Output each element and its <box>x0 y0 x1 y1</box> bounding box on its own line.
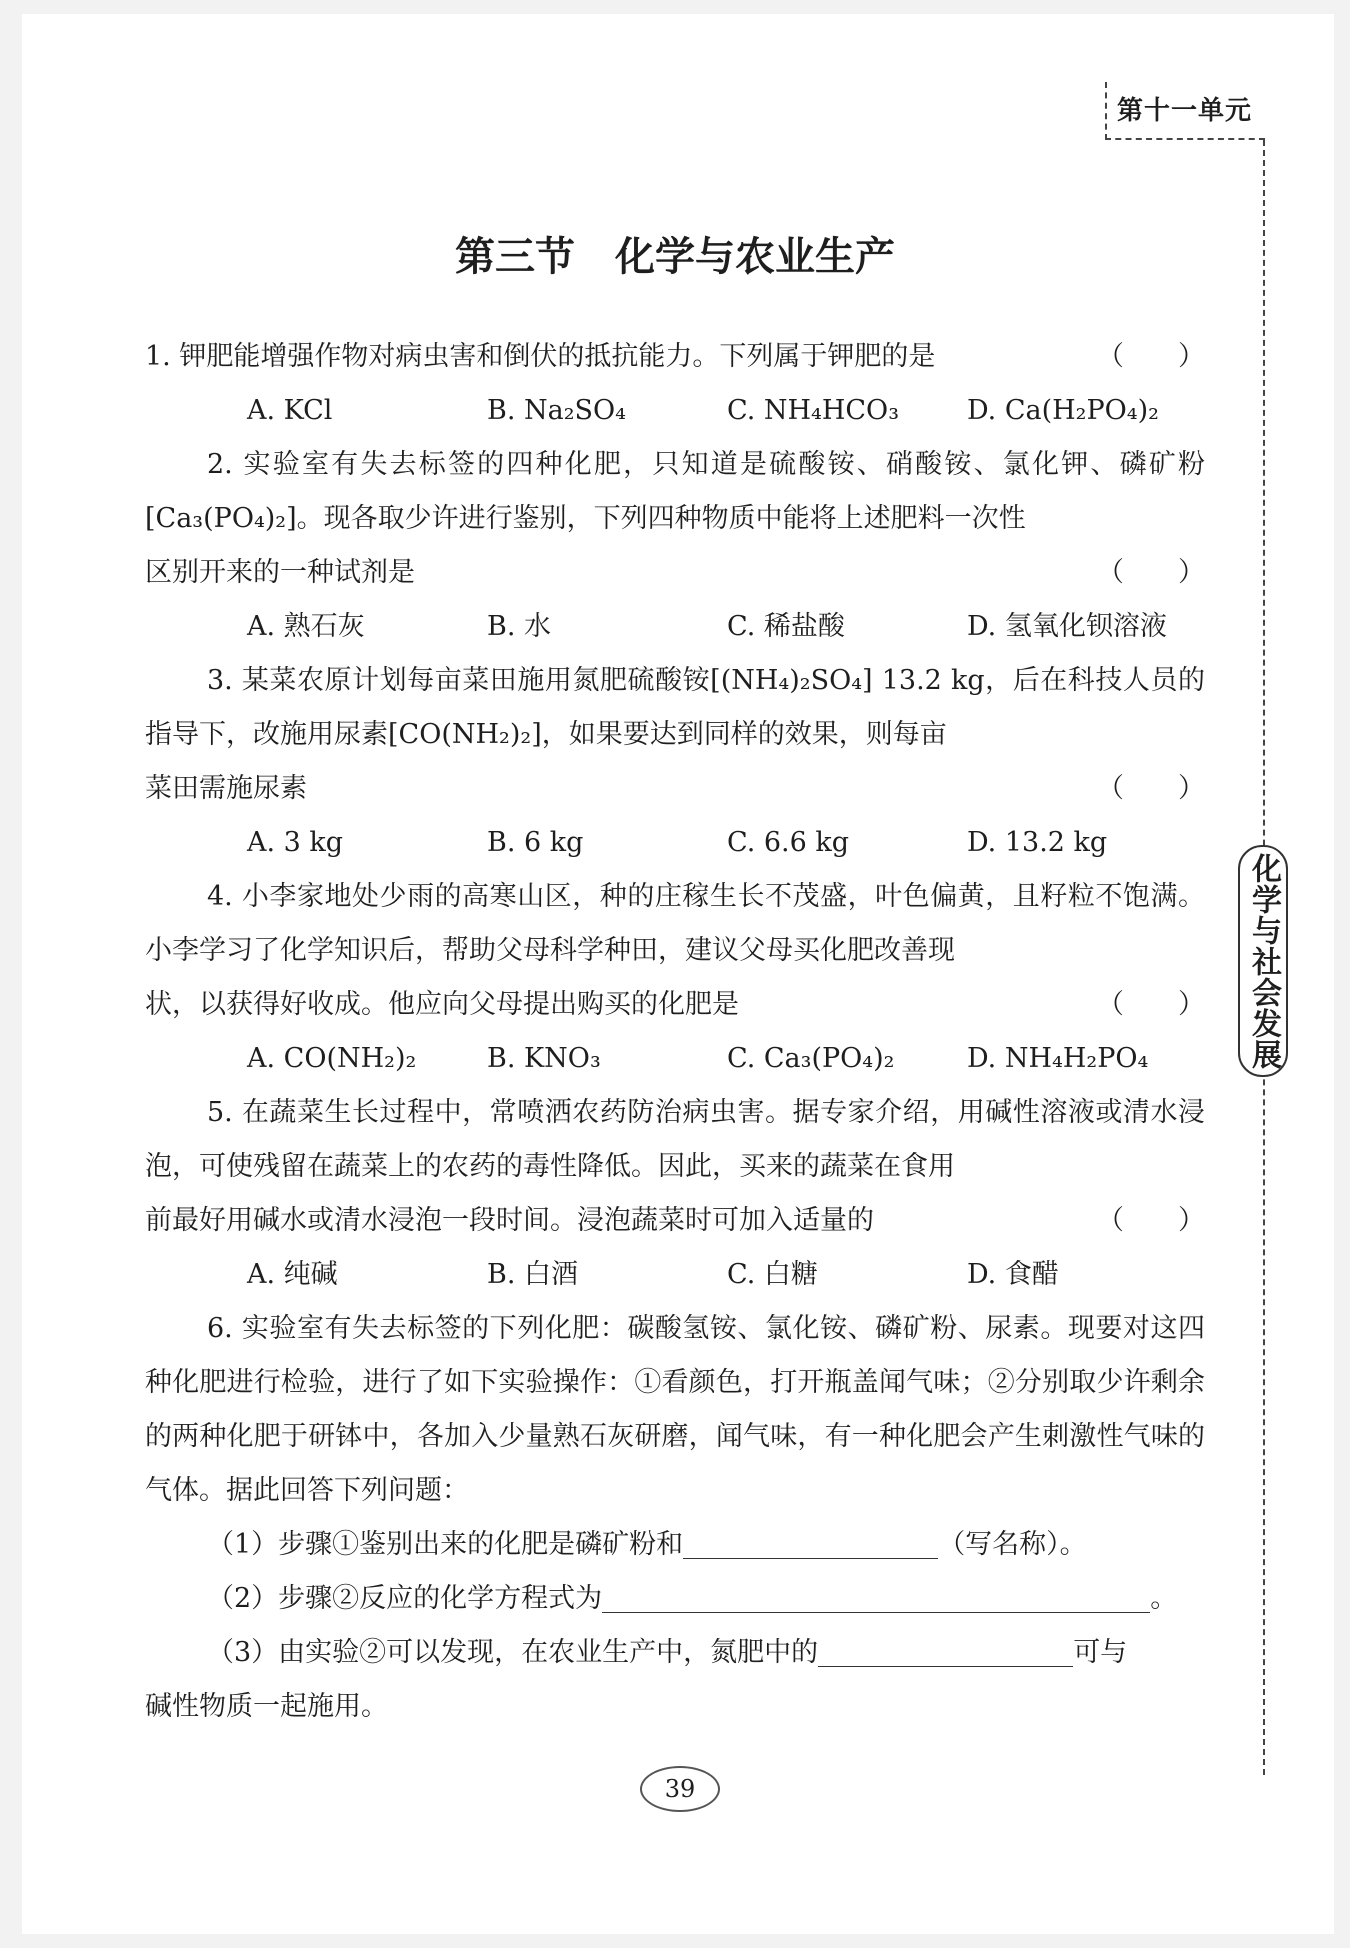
question-1 <box>145 330 1205 384</box>
question-6-part-1 <box>145 1518 1205 1572</box>
option-d[interactable]: D. 13.2 kg <box>967 827 1108 858</box>
answer-paren[interactable]: （ ） <box>1097 1205 1205 1236</box>
question-6-part-3-end: 碱性物质一起施用。 <box>145 1691 388 1722</box>
question-5-options <box>145 1248 1205 1302</box>
question-3-text-end: 菜田需施尿素 <box>145 773 307 804</box>
part-1-text: （1）步骤①鉴别出来的化肥是磷矿粉和 <box>207 1529 684 1560</box>
question-1-text: 1. 钾肥能增强作物对病虫害和倒伏的抵抗能力。下列属于钾肥的是 <box>145 341 936 372</box>
question-3-text: 3. 某菜农原计划每亩菜田施用氮肥硫酸铵[(NH₄)₂SO₄] 13.2 kg，后在科技人员的指导下，改施用尿素[CO(NH₂)₂]，如果要达到同样的效果，则每亩 <box>145 665 1205 750</box>
option-c[interactable]: C. Ca₃(PO₄)₂ <box>727 1043 895 1074</box>
side-tab-label: 化学与社会发展 <box>1246 852 1281 1070</box>
question-6-text: 6. 实验室有失去标签的下列化肥：碳酸氢铵、氯化铵、磷矿粉、尿素。现要对这四种化肥进行检验，进行了如下实验操作：①看颜色，打开瓶盖闻气味；②分别取少许剩余的两种化肥于研钵中，各加入少量熟石灰研磨，闻气味，有一种化肥会产生刺激性气味的气体。据此回答下列问题： <box>145 1313 1205 1506</box>
answer-blank[interactable] <box>818 1632 1073 1667</box>
option-c[interactable]: C. 白糖 <box>727 1259 818 1290</box>
question-4-text: 4. 小李家地处少雨的高寒山区，种的庄稼生长不茂盛，叶色偏黄，且籽粒不饱满。小李学习了化学知识后，帮助父母科学种田，建议父母买化肥改善现 <box>145 881 1205 966</box>
answer-paren[interactable]: （ ） <box>1097 989 1205 1020</box>
question-2-options <box>145 600 1205 654</box>
option-b[interactable]: B. KNO₃ <box>487 1043 601 1074</box>
option-b[interactable]: B. Na₂SO₄ <box>487 395 627 426</box>
option-a[interactable]: A. 纯碱 <box>247 1259 338 1290</box>
question-3-last-line <box>145 762 1205 816</box>
option-b[interactable]: B. 6 kg <box>487 827 584 858</box>
page-number: 39 <box>640 1766 720 1812</box>
part-2-text: （2）步骤②反应的化学方程式为 <box>207 1583 603 1614</box>
option-a[interactable]: A. 熟石灰 <box>247 611 365 642</box>
option-c[interactable]: C. 6.6 kg <box>727 827 850 858</box>
option-b[interactable]: B. 白酒 <box>487 1259 579 1290</box>
question-2-last-line <box>145 546 1205 600</box>
question-5-last-line <box>145 1194 1205 1248</box>
question-list <box>145 330 1205 1734</box>
part-1-suffix: （写名称）。 <box>938 1529 1087 1560</box>
answer-paren[interactable]: （ ） <box>1097 773 1205 804</box>
part-2-suffix: 。 <box>1150 1583 1178 1614</box>
question-3-options <box>145 816 1205 870</box>
question-2-text: 2. 实验室有失去标签的四种化肥，只知道是硫酸铵、硝酸铵、氯化钾、磷矿粉[Ca₃(PO₄)₂]。现各取少许进行鉴别，下列四种物质中能将上述肥料一次性 <box>145 449 1205 534</box>
question-4-text-end: 状，以获得好收成。他应向父母提出购买的化肥是 <box>145 989 739 1020</box>
part-3-text: （3）由实验②可以发现，在农业生产中，氮肥中的 <box>207 1637 819 1668</box>
question-5-text: 5. 在蔬菜生长过程中，常喷洒农药防治病虫害。据专家介绍，用碱性溶液或清水浸泡，可使残留在蔬菜上的农药的毒性降低。因此，买来的蔬菜在食用 <box>145 1097 1205 1182</box>
question-2-text-end: 区别开来的一种试剂是 <box>145 557 415 588</box>
answer-blank[interactable] <box>683 1524 938 1559</box>
part-3-suffix: 可与 <box>1073 1637 1128 1668</box>
question-5-text-end: 前最好用碱水或清水浸泡一段时间。浸泡蔬菜时可加入适量的 <box>145 1205 874 1236</box>
option-d[interactable]: D. 氢氧化钡溶液 <box>967 611 1167 642</box>
option-d[interactable]: D. 食醋 <box>967 1259 1059 1290</box>
option-c[interactable]: C. 稀盐酸 <box>727 611 845 642</box>
question-4-last-line <box>145 978 1205 1032</box>
option-c[interactable]: C. NH₄HCO₃ <box>727 395 900 426</box>
answer-paren[interactable]: （ ） <box>1097 557 1205 588</box>
answer-blank[interactable] <box>602 1578 1150 1613</box>
option-d[interactable]: D. Ca(H₂PO₄)₂ <box>967 395 1159 426</box>
question-1-options <box>145 384 1205 438</box>
unit-header <box>1105 82 1265 140</box>
unit-label: 第十一单元 <box>1117 96 1253 126</box>
option-b[interactable]: B. 水 <box>487 611 552 642</box>
side-tab <box>1238 845 1288 1077</box>
section-title: 第三节 化学与农业生产 <box>455 234 895 280</box>
option-a[interactable]: A. CO(NH₂)₂ <box>247 1043 417 1074</box>
option-a[interactable]: A. KCl <box>247 395 333 426</box>
answer-paren[interactable]: （ ） <box>1097 341 1205 372</box>
question-4-options <box>145 1032 1205 1086</box>
question-6-part-2 <box>145 1572 1205 1626</box>
option-d[interactable]: D. NH₄H₂PO₄ <box>967 1043 1149 1074</box>
option-a[interactable]: A. 3 kg <box>247 827 344 858</box>
question-6-part-3 <box>145 1626 1205 1680</box>
